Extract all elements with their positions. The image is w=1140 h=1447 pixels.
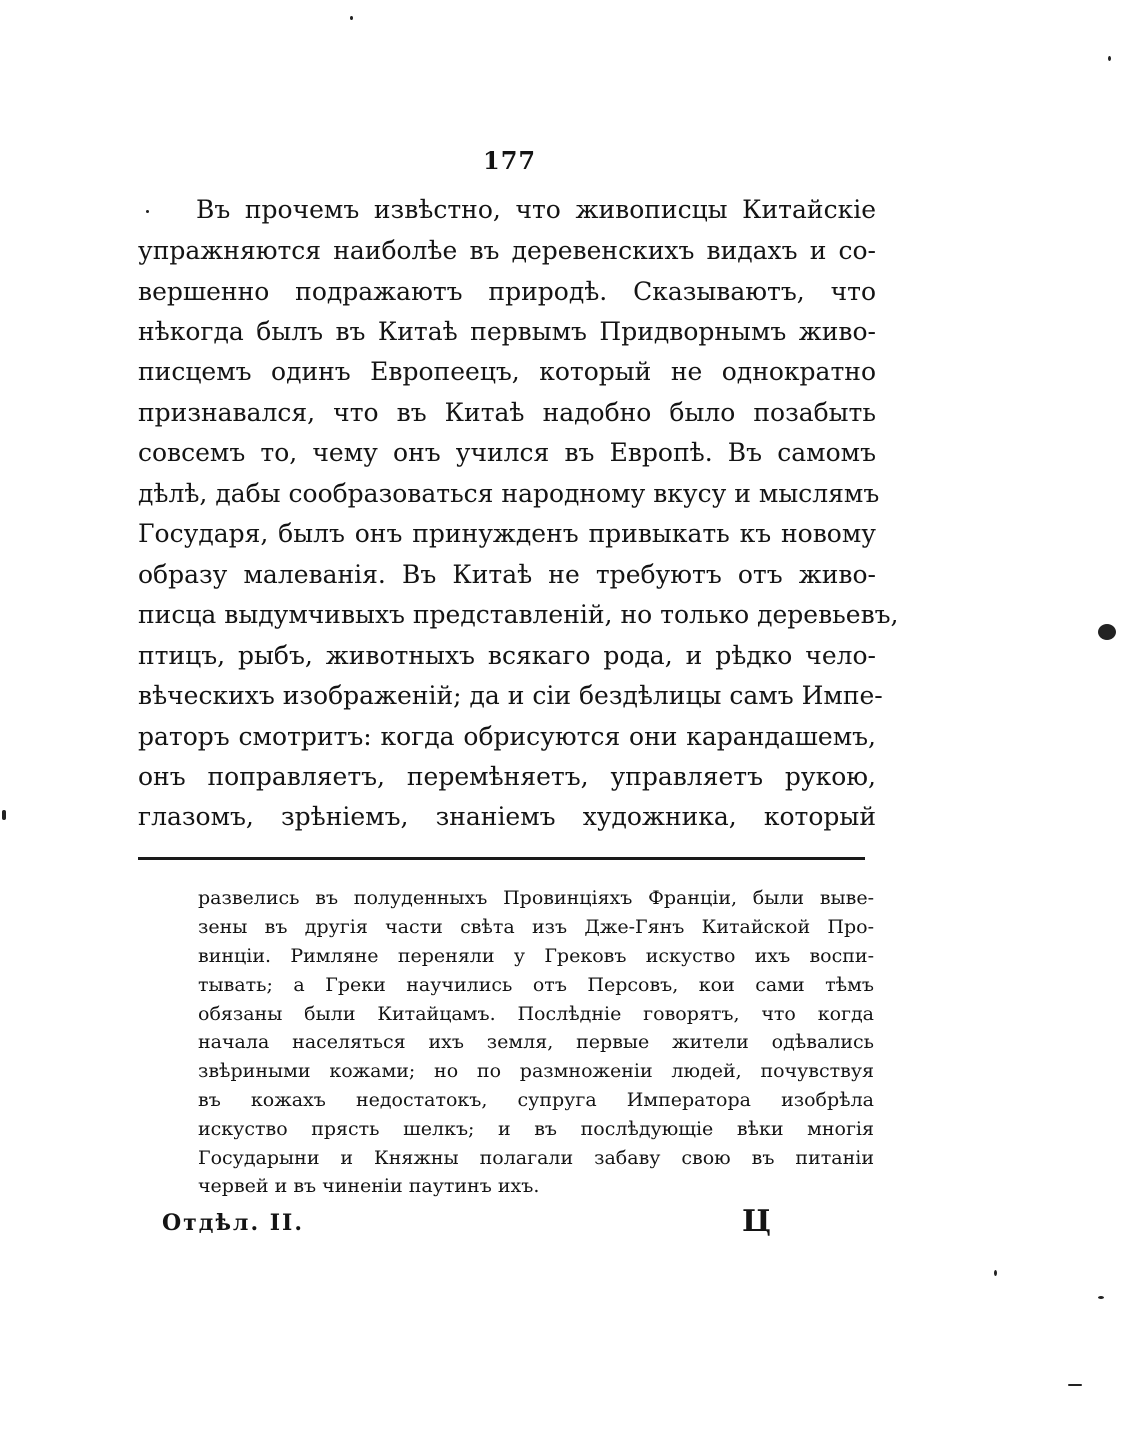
main-text-line: нѣкогда былъ въ Китаѣ первымъ Придворнымъ живо- <box>138 317 876 346</box>
main-text-line: признавался, что въ Китаѣ надобно было позабыть <box>138 398 876 427</box>
main-text-line: вершенно подражаютъ природѣ. Сказываютъ, что <box>138 277 876 306</box>
footnote-line: обязаны были Китайцамъ. Послѣдніе говорятъ, что когда <box>198 1003 874 1025</box>
page-number: 177 <box>483 146 537 175</box>
main-text-line: упражняются наиболѣе въ деревенскихъ видахъ и со- <box>138 236 876 265</box>
gathering-letter: Ц <box>742 1204 771 1239</box>
ink-speck <box>994 1270 997 1276</box>
main-text-line: Государя, былъ онъ принужденъ привыкать къ новому <box>138 519 876 548</box>
main-text-line: онъ поправляетъ, перемѣняетъ, управляетъ рукою, <box>138 762 876 791</box>
ink-speck <box>1098 1296 1104 1299</box>
main-text-line: птицъ, рыбъ, животныхъ всякаго рода, и рѣдко чело- <box>138 641 876 670</box>
footnote-line: Государыни и Княжны полагали забаву свою въ питаніи <box>198 1147 874 1169</box>
footnote-line: развелись въ полуденныхъ Провинціяхъ Франціи, были выве- <box>198 887 874 909</box>
ink-speck <box>146 210 149 213</box>
main-text-line: вѣческихъ изображеній; да и сіи бездѣлицы самъ Импе- <box>138 681 883 710</box>
section-signature: Отдѣл. II. <box>162 1210 304 1236</box>
footnote-line: начала населяться ихъ земля, первые жители одѣвались <box>198 1031 874 1053</box>
main-text-line: раторъ смотритъ: когда обрисуются они карандашемъ, <box>138 722 876 751</box>
main-text-line: образу малеванія. Въ Китаѣ не требуютъ отъ живо- <box>138 560 876 589</box>
footnote-line: винціи. Римляне переняли у Грековъ искуство ихъ воспи- <box>198 945 874 967</box>
footnote-line: червей и въ чиненіи паутинъ ихъ. <box>198 1175 540 1197</box>
footnote-line: звѣриными кожами; но по размноженіи людей, почувствуя <box>198 1060 874 1082</box>
ink-speck <box>2 810 6 820</box>
main-text-line: Въ прочемъ извѣстно, что живописцы Китайскіе <box>196 195 876 224</box>
ink-speck <box>350 16 353 20</box>
ink-speck <box>1098 624 1116 640</box>
main-text-line: писца выдумчивыхъ представленій, но только деревьевъ, <box>138 600 899 629</box>
footnote-line: въ кожахъ недостатокъ, супруга Императора изобрѣла <box>198 1089 874 1111</box>
ink-speck <box>1068 1384 1082 1386</box>
main-text-line: совсемъ то, чему онъ учился въ Европѣ. Въ самомъ <box>138 438 876 467</box>
main-text-line: глазомъ, зрѣніемъ, знаніемъ художника, который <box>138 802 876 831</box>
footnote-line: искуство прясть шелкъ; и въ послѣдующіе вѣки многія <box>198 1118 874 1140</box>
main-text-line: дѣлѣ, дабы сообразоваться народному вкусу и мыслямъ <box>138 479 880 508</box>
ink-speck <box>1108 56 1111 61</box>
footnote-line: тывать; а Греки научились отъ Персовъ, кои сами тѣмъ <box>198 974 874 996</box>
main-text-line: писцемъ одинъ Европеецъ, который не однократно <box>138 357 876 386</box>
footnote-line: зены въ другія части свѣта изъ Дже-Гянъ Китайской Про- <box>198 916 874 938</box>
